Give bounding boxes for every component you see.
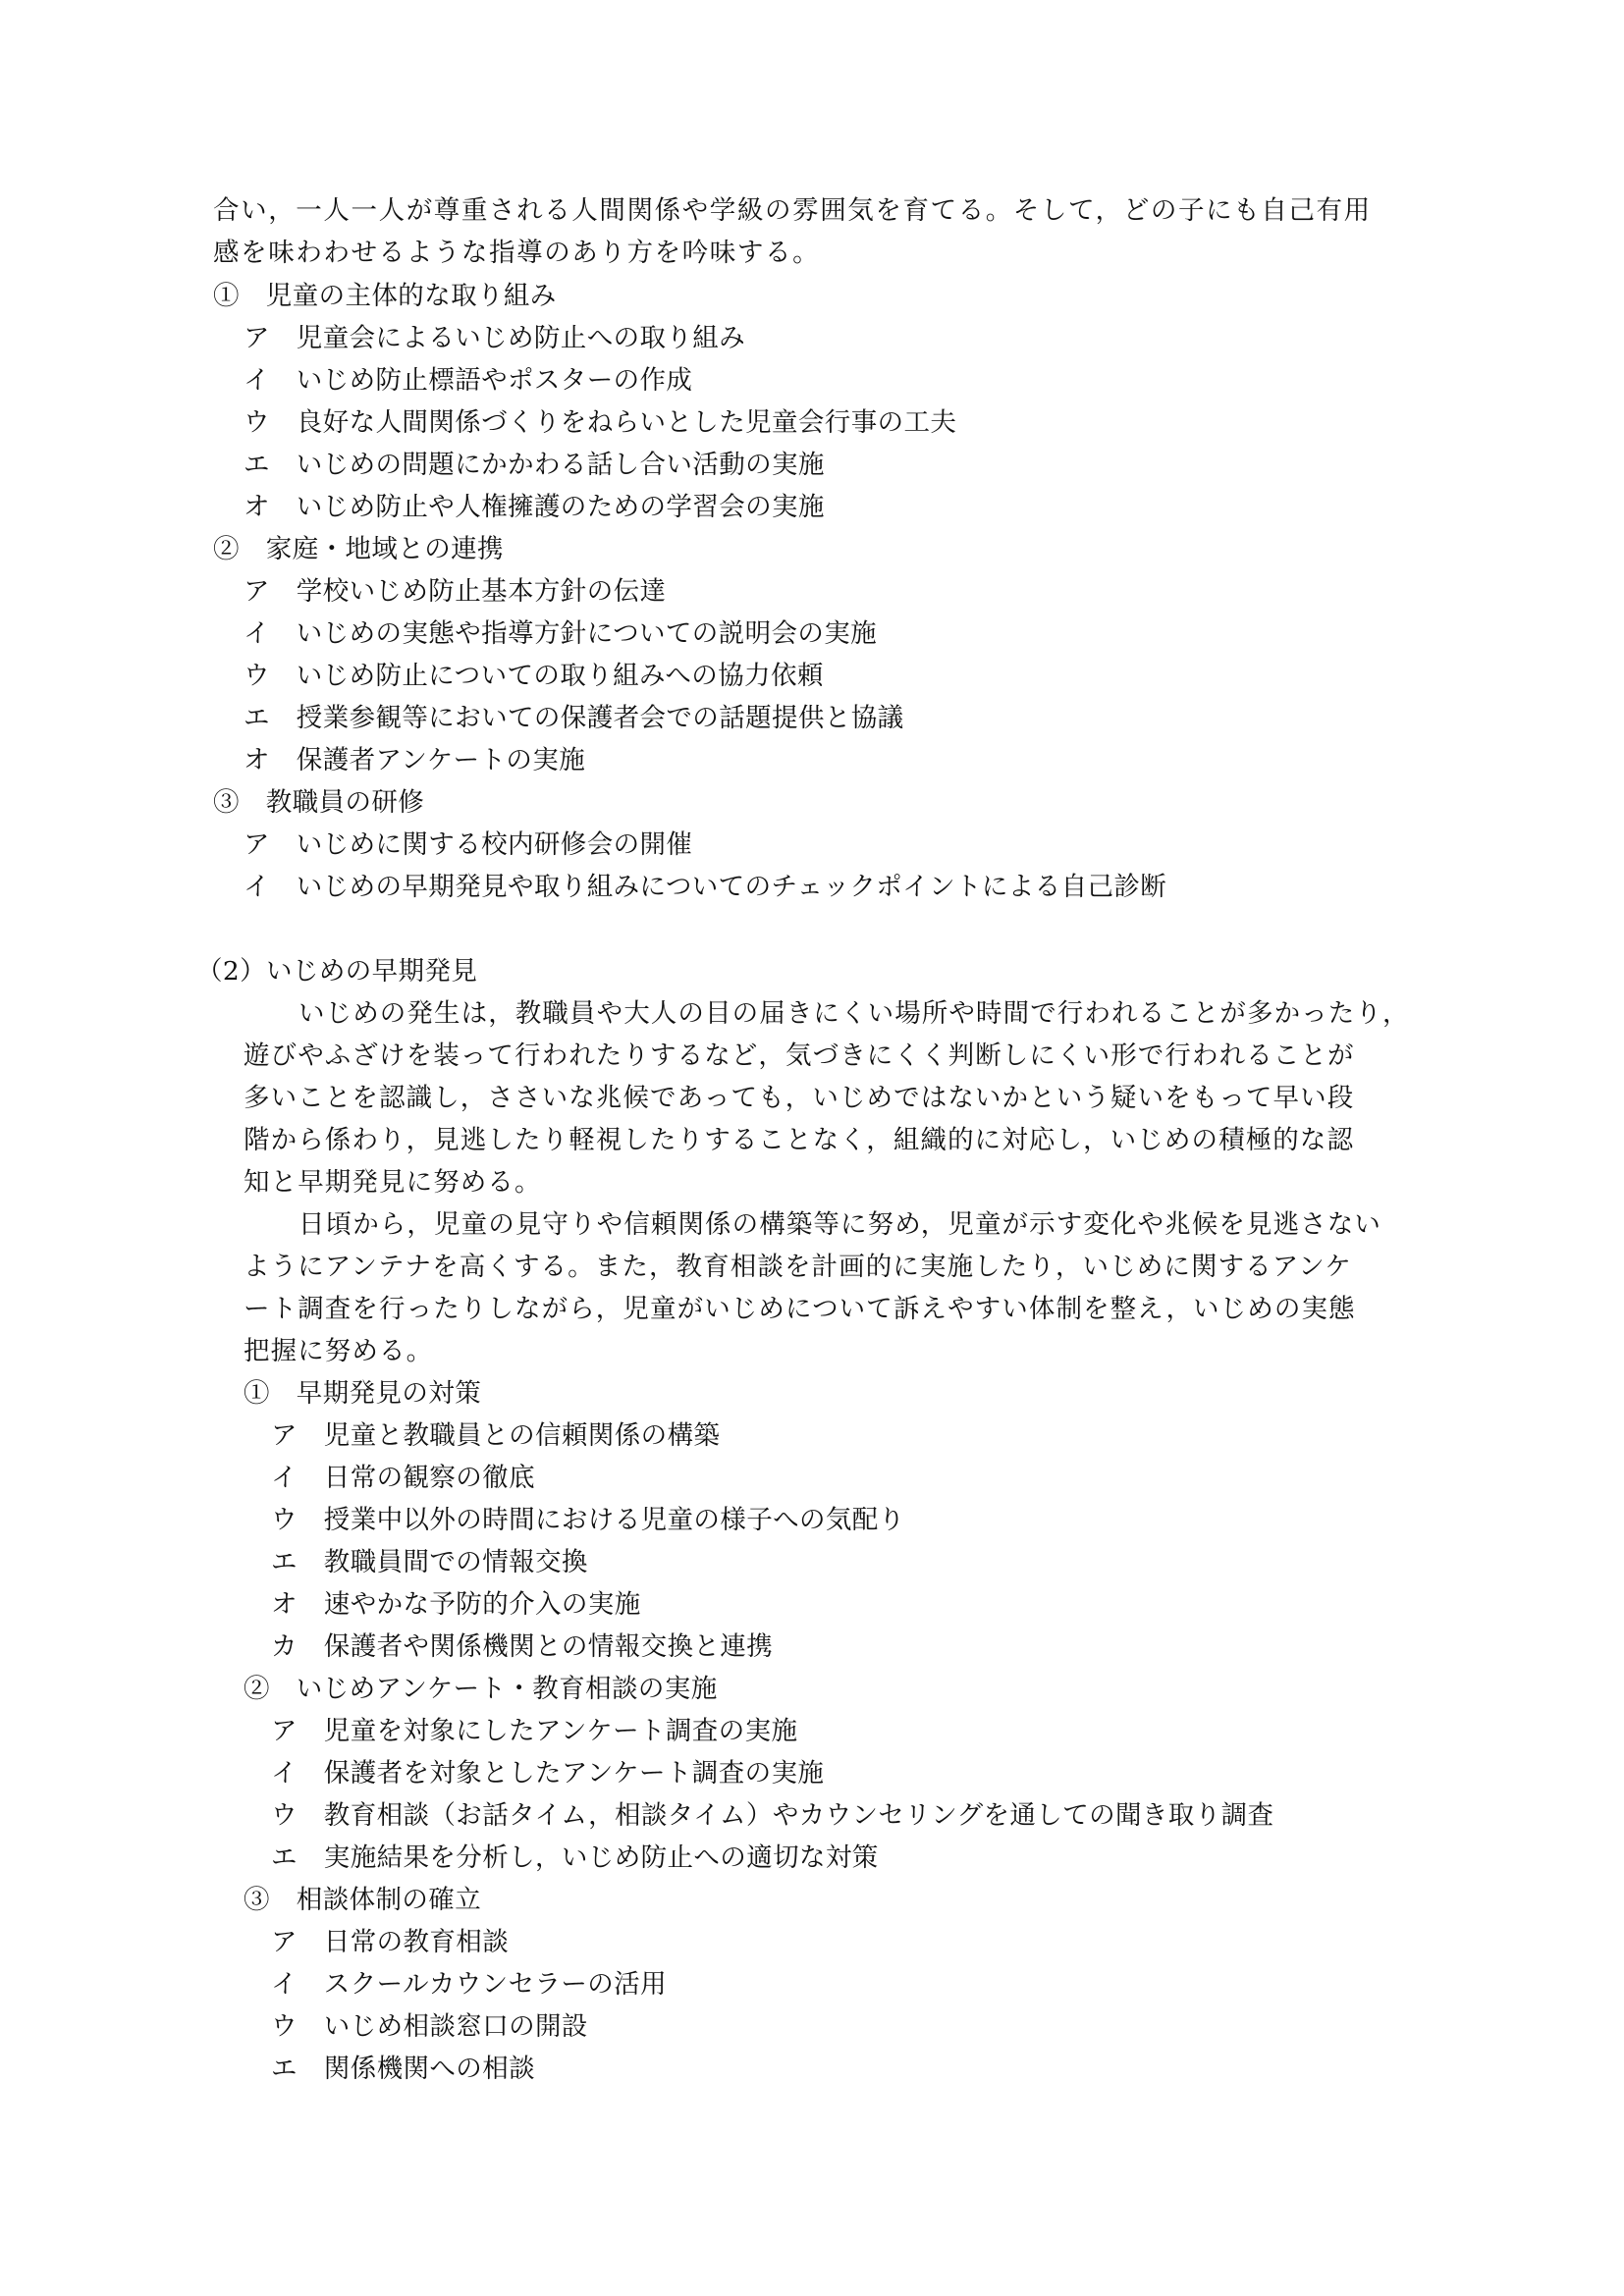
intro-line: 合い，一人一人が尊重される人間関係や学級の雰囲気を育てる。そして，どの子にも自己有用 — [213, 195, 1372, 226]
group-heading: ② 家庭・地域との連携 — [213, 534, 504, 564]
list-item: エ 授業参観等においての保護者会での話題提供と協議 — [244, 703, 904, 733]
list-item: ウ いじめ防止についての取り組みへの協力依頼 — [244, 661, 824, 691]
list-item: オ 保護者アンケートの実施 — [244, 745, 586, 775]
intro-line: 感を味わわせるような指導のあり方を吟味する。 — [213, 238, 821, 268]
list-item: イ 保護者を対象としたアンケート調査の実施 — [271, 1758, 825, 1789]
list-item: エ いじめの問題にかかわる話し合い活動の実施 — [244, 450, 825, 480]
list-item: ウ いじめ相談窓口の開設 — [271, 2011, 588, 2042]
list-item: イ 日常の観察の徹底 — [271, 1463, 535, 1493]
list-item: ア 児童会によるいじめ防止への取り組み — [244, 323, 746, 353]
list-item: オ いじめ防止や人権擁護のための学習会の実施 — [244, 492, 825, 522]
list-item: ア 日常の教育相談 — [271, 1927, 510, 1957]
list-item: イ いじめの実態や指導方針についての説明会の実施 — [244, 618, 878, 649]
section-title: （2）いじめの早期発見 — [196, 956, 478, 987]
list-item: イ いじめ防止標語やポスターの作成 — [244, 365, 693, 396]
paragraph-line: 階から係わり，見逃したり軽視したりすることなく，組織的に対応し，いじめの積極的な認 — [244, 1125, 1355, 1155]
group-heading: ① 早期発見の対策 — [244, 1378, 482, 1409]
paragraph-line: ート調査を行ったりしながら，児童がいじめについて訴えやすい体制を整え，いじめの実態 — [244, 1294, 1356, 1324]
paragraph-line: 多いことを認識し，ささいな兆候であっても，いじめではないかという疑いをもって早い段 — [244, 1083, 1355, 1113]
list-item: ウ 良好な人間関係づくりをねらいとした児童会行事の工夫 — [244, 407, 957, 438]
paragraph-line: ようにアンテナを高くする。また，教育相談を計画的に実施したり，いじめに関するアンケ — [244, 1252, 1352, 1282]
list-item: ウ 授業中以外の時間における児童の様子への気配り — [271, 1505, 905, 1535]
list-item: ア 児童と教職員との信頼関係の構築 — [271, 1420, 721, 1451]
list-item: カ 保護者や関係機関との情報交換と連携 — [271, 1631, 774, 1662]
list-item: エ 実施結果を分析し，いじめ防止への適切な対策 — [271, 1842, 879, 1873]
group-heading: ② いじめアンケート・教育相談の実施 — [244, 1674, 718, 1704]
list-item: イ スクールカウンセラーの活用 — [271, 1969, 667, 2000]
paragraph-line: 遊びやふざけを装って行われたりするなど，気づきにくく判断しにくい形で行われることが — [244, 1041, 1355, 1071]
group-heading: ① 児童の主体的な取り組み — [213, 281, 557, 311]
list-item: エ 教職員間での情報交換 — [271, 1547, 588, 1577]
list-item: エ 関係機関への相談 — [271, 2054, 535, 2084]
paragraph-line: 知と早期発見に努める。 — [244, 1167, 542, 1198]
list-item: ア いじめに関する校内研修会の開催 — [244, 829, 693, 860]
paragraph-line: 把握に努める。 — [244, 1336, 434, 1366]
list-item: イ いじめの早期発見や取り組みについてのチェックポイントによる自己診断 — [244, 872, 1167, 902]
list-item: ア 学校いじめ防止基本方針の伝達 — [244, 576, 667, 607]
list-item: オ 速やかな予防的介入の実施 — [271, 1589, 641, 1620]
list-item: ウ 教育相談（お話タイム，相談タイム）やカウンセリングを通しての聞き取り調査 — [271, 1800, 1274, 1831]
list-item: ア 児童を対象にしたアンケート調査の実施 — [271, 1716, 798, 1746]
group-heading: ③ 教職員の研修 — [213, 787, 425, 818]
group-heading: ③ 相談体制の確立 — [244, 1885, 482, 1915]
paragraph-line: 日頃から，児童の見守りや信頼関係の構築等に努め，児童が示す変化や兆候を見逃さない — [298, 1209, 1381, 1240]
paragraph-line: いじめの発生は，教職員や大人の目の届きにくい場所や時間で行われることが多かったり， — [298, 998, 1410, 1029]
